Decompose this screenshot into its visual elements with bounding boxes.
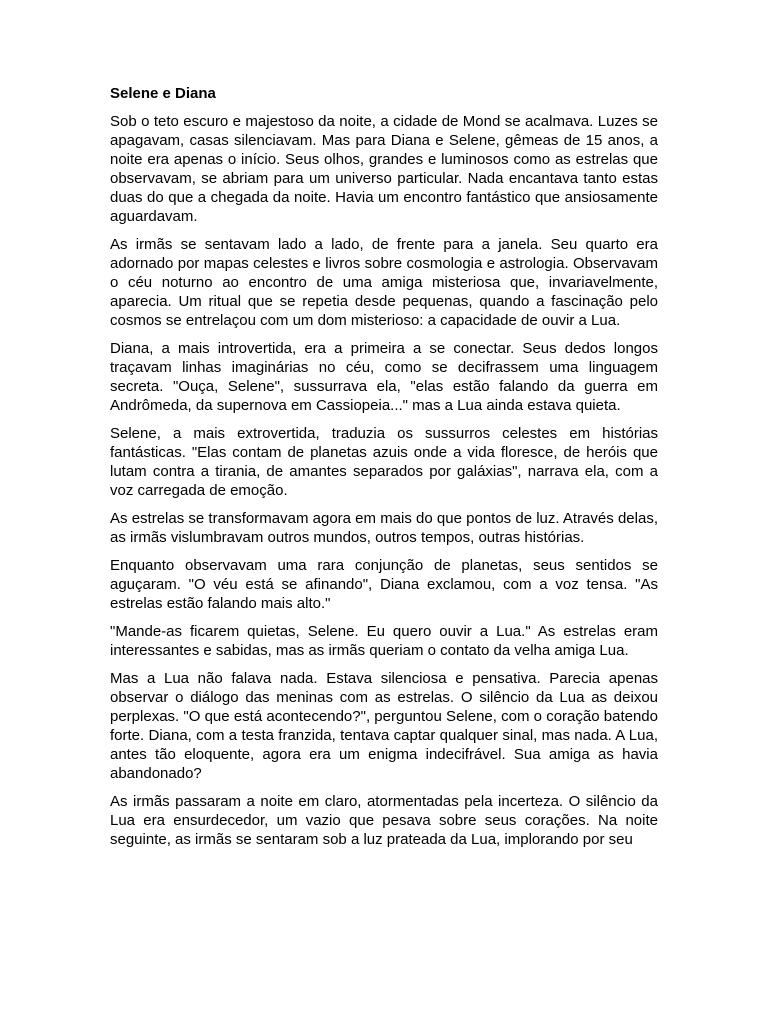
paragraph: Sob o teto escuro e majestoso da noite, a cidade de Mond se acalmava. Luzes se apagavam, casas silenciavam. Mas para Diana e Selene, gêmeas de 15 anos, a noite era apenas o início. Seus olhos, grandes e luminosos como as estrelas que observavam, se abriam para um universo particular. Nada encantava tanto estas duas do que a chegada da noite. Havia um encontro fantástico que ansiosamente aguardavam. <box>110 113 658 225</box>
paragraph: As irmãs se sentavam lado a lado, de frente para a janela. Seu quarto era adornado por mapas celestes e livros sobre cosmologia e astrologia. Observavam o céu noturno ao encontro de uma amiga misteriosa que, invariavelmente, aparecia. Um ritual que se repetia desde pequenas, quando a fascinação pelo cosmos se entrelaçou com um dom misterioso: a capacidade de ouvir a Lua. <box>110 236 658 329</box>
paragraph: "Mande-as ficarem quietas, Selene. Eu quero ouvir a Lua." As estrelas eram interessantes e sabidas, mas as irmãs queriam o contato da velha amiga Lua. <box>110 623 658 659</box>
paragraph: As estrelas se transformavam agora em mais do que pontos de luz. Através delas, as irmãs vislumbravam outros mundos, outros tempos, outras histórias. <box>110 510 658 546</box>
paragraph: Selene, a mais extrovertida, traduzia os sussurros celestes em histórias fantásticas. "Elas contam de planetas azuis onde a vida floresce, de heróis que lutam contra a tirania, de amantes separados por galáxias", narrava ela, com a voz carregada de emoção. <box>110 425 658 499</box>
document-title: Selene e Diana <box>110 85 216 102</box>
paragraph: As irmãs passaram a noite em claro, atormentadas pela incerteza. O silêncio da Lua era ensurdecedor, um vazio que pesava sobre seus corações. Na noite seguinte, as irmãs se sentaram sob a luz prateada da Lua, implorando por seu <box>110 793 658 848</box>
paragraph: Mas a Lua não falava nada. Estava silenciosa e pensativa. Parecia apenas observar o diálogo das meninas com as estrelas. O silêncio da Lua as deixou perplexas. "O que está acontecendo?", perguntou Selene, com o coração batendo forte. Diana, com a testa franzida, tentava captar qualquer sinal, mas nada. A Lua, antes tão eloquente, agora era um enigma indecifrável. Sua amiga as havia abandonado? <box>110 670 658 782</box>
paragraph: Diana, a mais introvertida, era a primeira a se conectar. Seus dedos longos traçavam linhas imaginárias no céu, como se decifrassem uma linguagem secreta. "Ouça, Selene", sussurrava ela, "elas estão falando da guerra em Andrômeda, da supernova em Cassiopeia..." mas a Lua ainda estava quieta. <box>110 340 658 414</box>
paragraph: Enquanto observavam uma rara conjunção de planetas, seus sentidos se aguçaram. "O véu está se afinando", Diana exclamou, com a voz tensa. "As estrelas estão falando mais alto." <box>110 557 658 612</box>
